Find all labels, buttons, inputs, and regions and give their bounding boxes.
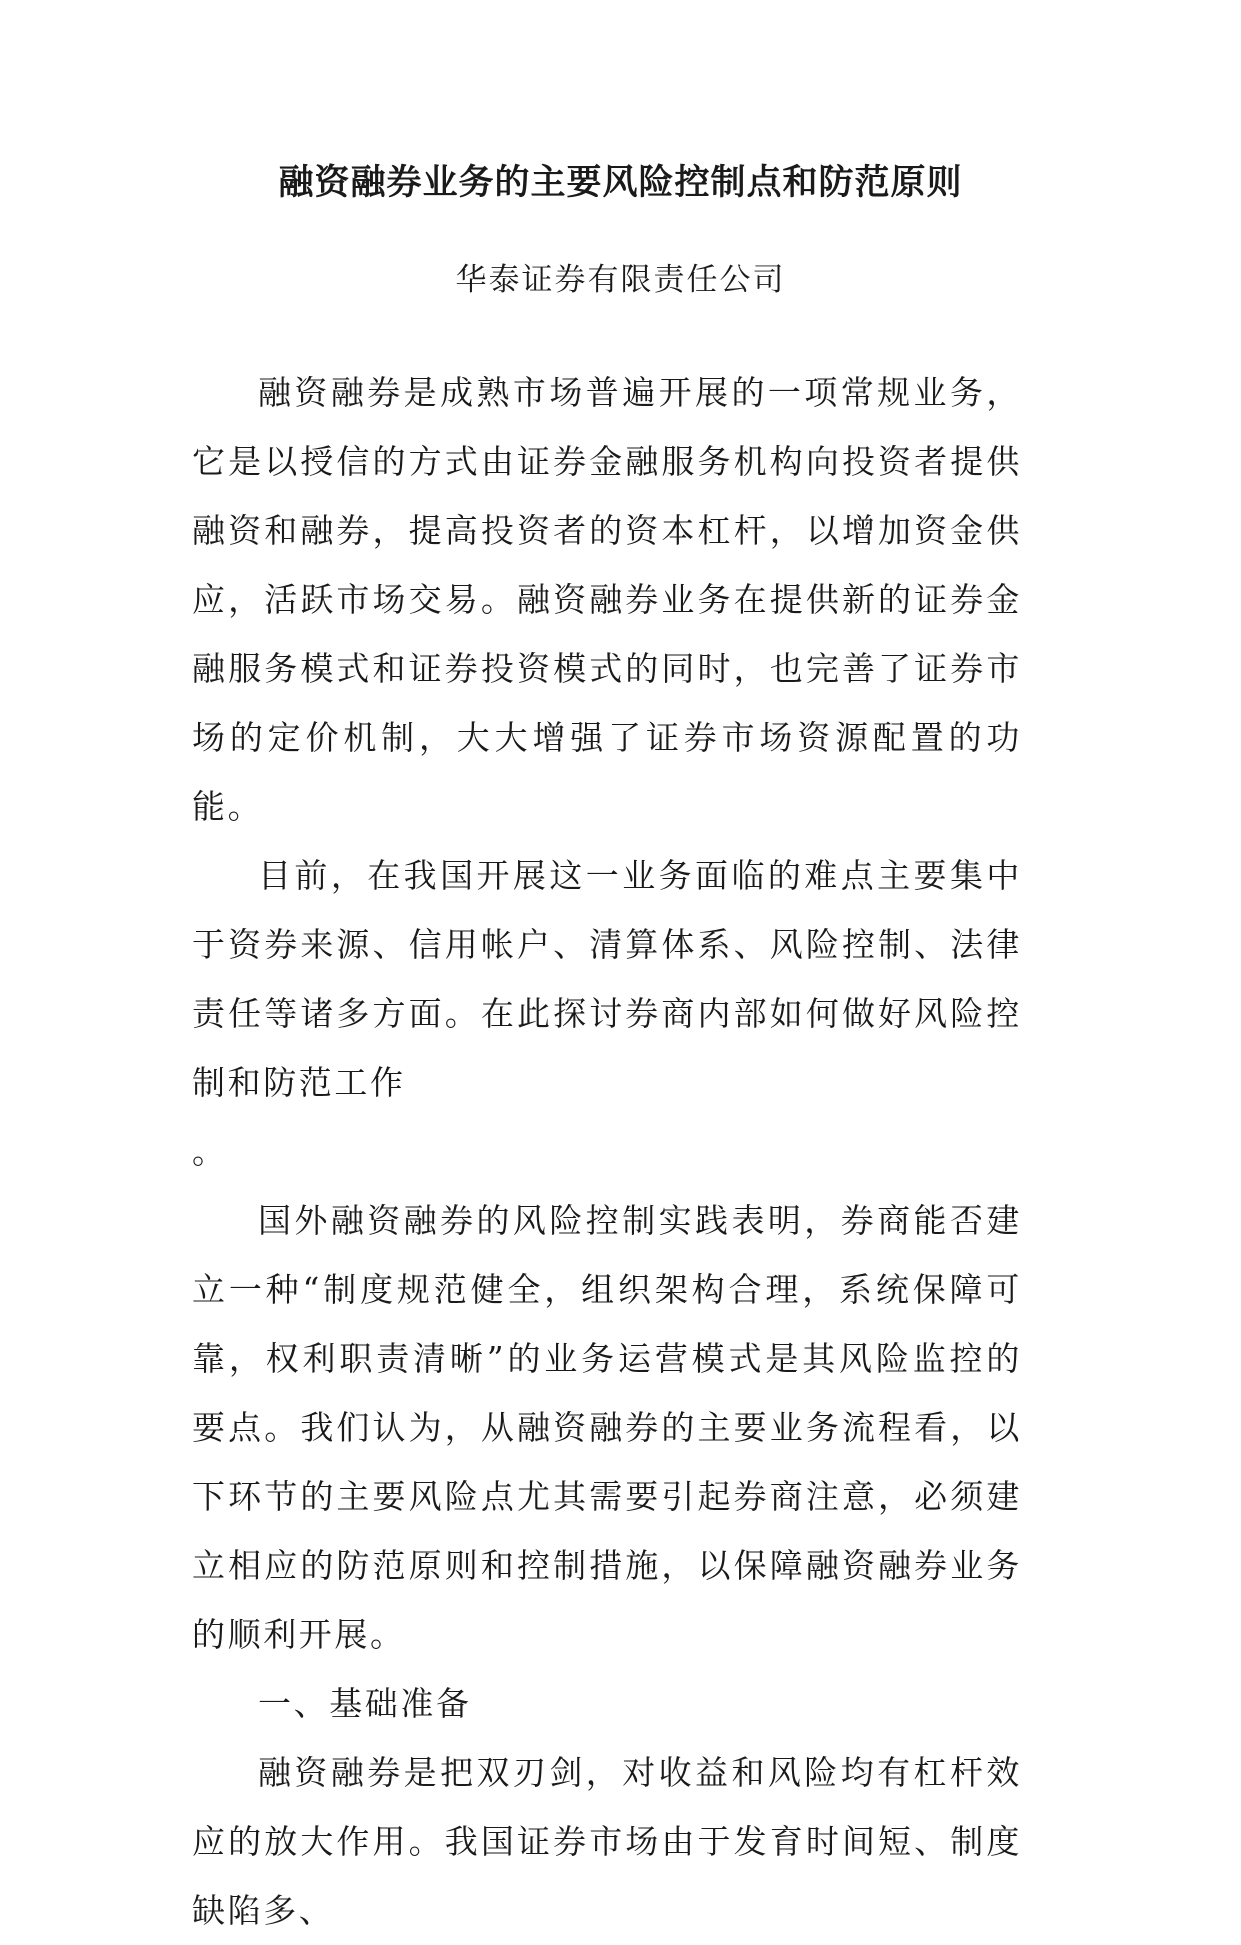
document-title: 融资融券业务的主要风险控制点和防范原则 (278, 163, 963, 203)
paragraph-difficulties-end: 。 (192, 1132, 228, 1171)
document-author: 华泰证券有限责任公司 (455, 262, 786, 298)
paragraph-foreign-practice: 国外融资融券的风险控制实践表明，券商能否建立一种“制度规范健全，组织架构合理，系统保障可靠，权利职责清晰”的业务运营模式是其风险监控的要点。我们认为，从融资融券的主要业务流程看，以下环节的主要风险点尤其需要引起券商注意，必须建立相应的防范原则和控制措施，以保障融资融券业务的顺利开展。 (192, 1201, 1022, 1654)
document-body (192, 358, 1022, 1945)
section-heading-basic-preparation: 一、基础准备 (258, 1684, 472, 1723)
paragraph-intro: 融资融券是成熟市场普遍开展的一项常规业务，它是以授信的方式由证券金融服务机构向投资者提供融资和融券，提高投资者的资本杠杆，以增加资金供应，活跃市场交易。融资融券业务在提供新的证券金融服务模式和证券投资模式的同时，也完善了证券市场的定价机制，大大增强了证券市场资源配置的功能。 (192, 373, 1022, 826)
paragraph-double-edged: 融资融券是把双刃剑，对收益和风险均有杠杆效应的放大作用。我国证券市场由于发育时间短、制度缺陷多、 (192, 1753, 1022, 1930)
paragraph-difficulties: 目前，在我国开展这一业务面临的难点主要集中于资券来源、信用帐户、清算体系、风险控制、法律责任等诸多方面。在此探讨券商内部如何做好风险控制和防范工作 (192, 856, 1022, 1102)
